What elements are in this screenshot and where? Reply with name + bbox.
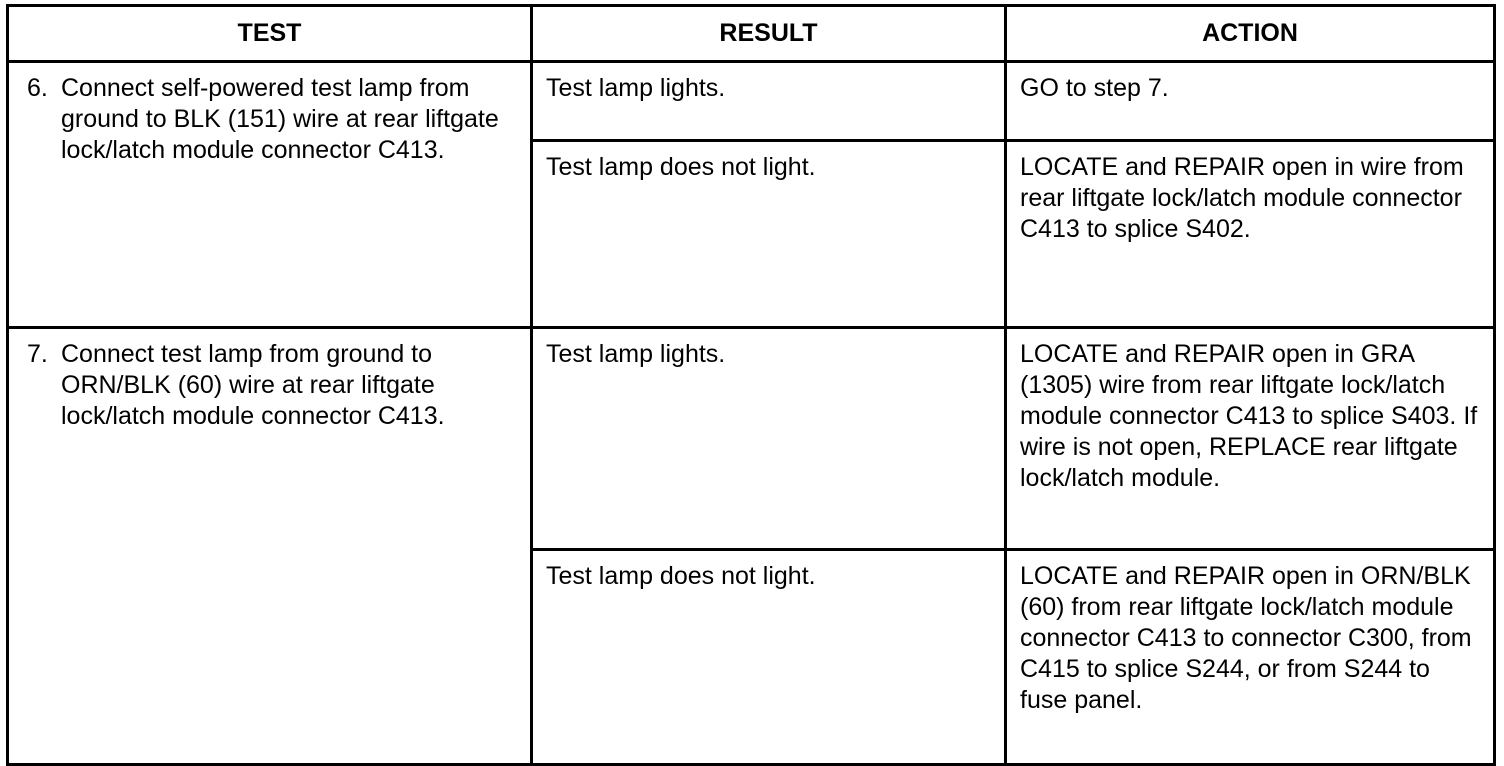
result-cell: Test lamp does not light. <box>532 550 1006 765</box>
test-cell-step-6 <box>8 62 532 328</box>
header-result: RESULT <box>532 6 1006 62</box>
result-cell: Test lamp lights. <box>532 62 1006 141</box>
diagnostic-table <box>6 4 1496 766</box>
result-cell: Test lamp does not light. <box>532 141 1006 328</box>
step-number: 7. <box>27 340 48 368</box>
result-cell: Test lamp lights. <box>532 328 1006 550</box>
table-row <box>8 62 1495 141</box>
action-cell: LOCATE and REPAIR open in GRA (1305) wire from rear liftgate lock/latch module connector C413 to splice S403. If wire is not open, REPLACE rear liftgate lock/latch module. <box>1006 328 1495 550</box>
header-row <box>8 6 1495 62</box>
header-action: ACTION <box>1006 6 1495 62</box>
step-test-text: Connect test lamp from ground to ORN/BLK (60) wire at rear liftgate lock/latch module connector C413. <box>61 340 445 430</box>
action-cell: LOCATE and REPAIR open in wire from rear liftgate lock/latch module connector C413 to splice S402. <box>1006 141 1495 328</box>
action-cell: LOCATE and REPAIR open in ORN/BLK (60) from rear liftgate lock/latch module connector C413 to connector C300, from C415 to splice S244, or from S244 to fuse panel. <box>1006 550 1495 765</box>
step-number: 6. <box>27 74 48 102</box>
table-row <box>8 328 1495 550</box>
action-cell: GO to step 7. <box>1006 62 1495 141</box>
step-test-text: Connect self-powered test lamp from ground to BLK (151) wire at rear liftgate lock/latch module connector C413. <box>61 74 499 164</box>
header-test: TEST <box>8 6 532 62</box>
test-cell-step-7 <box>8 328 532 765</box>
